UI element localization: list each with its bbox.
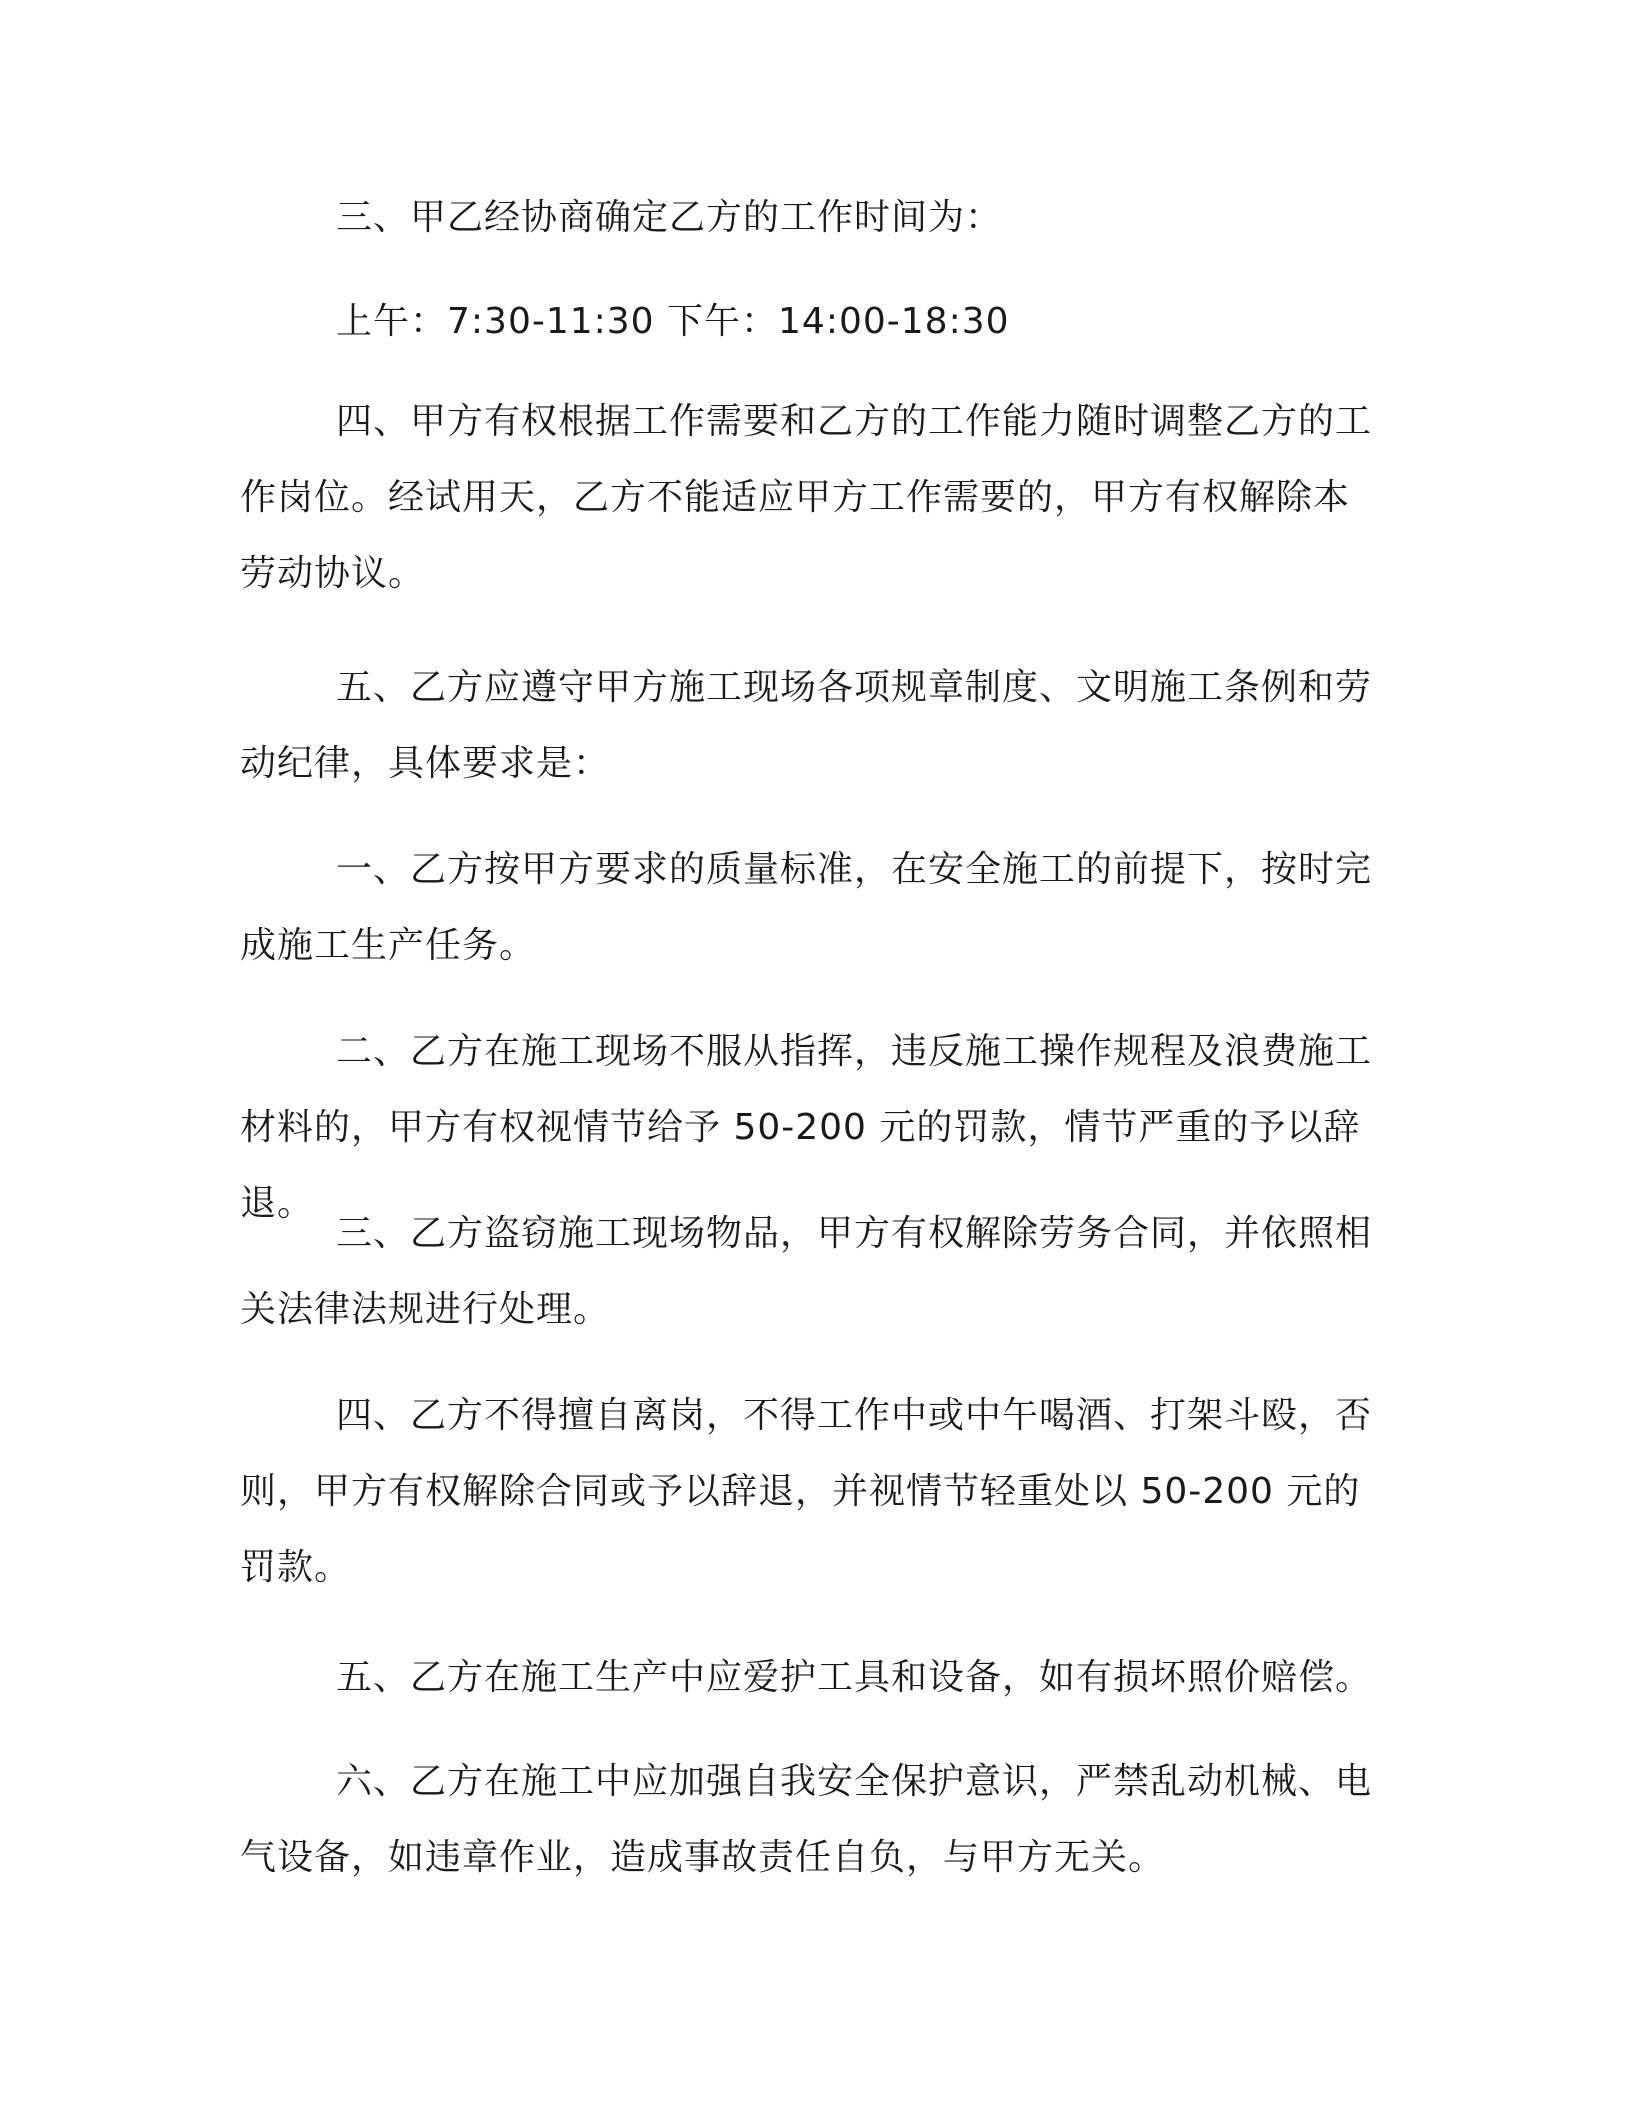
clause-3-working-hours-heading: 三、甲乙经协商确定乙方的工作时间为： bbox=[336, 197, 1003, 238]
clause-4-position-adjustment: 四、甲方有权根据工作需要和乙方的工作能力随时调整乙方的工作岗位。经试用天，乙方不能适应甲方工作需要的，甲方有权解除本劳动协议。 bbox=[240, 401, 1373, 594]
rule-6-safety-awareness: 六、乙方在施工中应加强自我安全保护意识，严禁乱动机械、电气设备，如违章作业，造成事故责任自负，与甲方无关。 bbox=[240, 1761, 1373, 1878]
rule-5-equipment-care: 五、乙方在施工生产中应爱护工具和设备，如有损坏照价赔偿。 bbox=[336, 1657, 1373, 1698]
clause-5-site-rules-heading: 五、乙方应遵守甲方施工现场各项规章制度、文明施工条例和劳动纪律，具体要求是： bbox=[240, 667, 1373, 784]
rule-4-leaving-post: 四、乙方不得擅自离岗，不得工作中或中午喝酒、打架斗殴，否则，甲方有权解除合同或予以辞退，并视情节轻重处以 50-200 元的罚款。 bbox=[240, 1395, 1373, 1588]
working-hours-schedule: 上午：7:30-11:30 下午：14:00-18:30 bbox=[336, 301, 1010, 342]
rule-2-obey-instructions: 二、乙方在施工现场不服从指挥，违反施工操作规程及浪费施工材料的，甲方有权视情节给予 50-200 元的罚款，情节严重的予以辞退。 bbox=[240, 1031, 1373, 1224]
rule-3-theft: 三、乙方盗窃施工现场物品，甲方有权解除劳务合同，并依照相关法律法规进行处理。 bbox=[240, 1213, 1373, 1330]
rule-1-quality-standards: 一、乙方按甲方要求的质量标准，在安全施工的前提下，按时完成施工生产任务。 bbox=[240, 849, 1373, 966]
